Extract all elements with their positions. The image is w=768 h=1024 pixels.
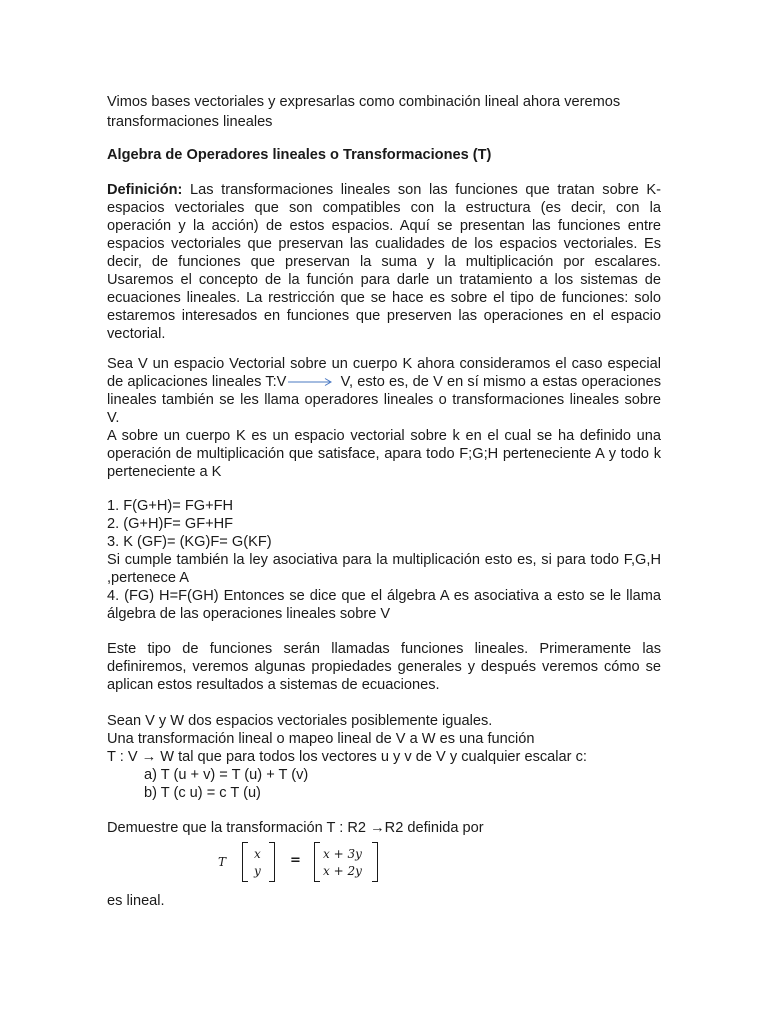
- associative-note: Si cumple también la ley asociativa para la multiplicación esto es, si para todo F,G,H ,pertenece A: [107, 552, 661, 586]
- sea-text-1: Sea V un espacio Vectorial sobre un cuerpo K ahora consideramos el caso especial de aplicaciones lineales T:V: [107, 356, 661, 390]
- sea-paragraph: [107, 355, 661, 481]
- property-2: 2. (G+H)F= GF+HF: [107, 516, 234, 532]
- sean-paragraph: [107, 712, 661, 802]
- equals-sign: =: [290, 853, 301, 868]
- sean-line-1: Sean V y W dos espacios vectoriales posiblemente iguales.: [107, 713, 493, 729]
- sea-text-2: V, esto es, de V en sí mismo a estas operaciones lineales también se les llama operadores lineales o transformaciones lineales sobre V.: [107, 374, 661, 426]
- output-vector: [314, 842, 378, 882]
- property-4: 4. (FG) H=F(GH) Entonces se dice que el álgebra A es asociativa a esto se le llama álgebra de las operaciones lineales sobre V: [107, 588, 661, 622]
- condition-a: a) T (u + v) = T (u) + T (v): [144, 767, 309, 783]
- right-bracket: [269, 842, 275, 882]
- sean-line-3: T : V → W tal que para todos los vectores u y v de V y cualquier escalar c:: [107, 749, 587, 765]
- input-vector: [242, 842, 275, 882]
- right-bracket: [372, 842, 378, 882]
- left-bracket: [242, 842, 248, 882]
- este-paragraph: [107, 640, 661, 694]
- vector-entry: y: [254, 864, 261, 878]
- intro-paragraph: [107, 92, 667, 132]
- properties-list: [107, 497, 661, 623]
- este-text: Este tipo de funciones serán llamadas funciones lineales. Primeramente las definiremos, veremos algunas propiedades generales y después veremos cómo se aplican estos resultados a sistemas de ecuaciones.: [107, 641, 661, 693]
- vector-entry: x + 3y: [323, 847, 362, 861]
- property-3: 3. K (GF)= (KG)F= G(KF): [107, 534, 272, 550]
- demuestre-text: Demuestre que la transformación T : R2 →R2 definida por: [107, 820, 484, 836]
- section-heading: Algebra de Operadores lineales o Transformaciones (T): [107, 147, 492, 163]
- definition-label: Definición:: [107, 182, 183, 198]
- vector-entry: x + 2y: [323, 864, 362, 878]
- vector-entry: x: [254, 847, 261, 861]
- algebra-text: A sobre un cuerpo K es un espacio vectorial sobre k en el cual se ha definido una operación de multiplicación que satisface, apara todo F;G;H perteneciente A y todo k perteneciente a K: [107, 428, 661, 480]
- transform-symbol: T: [218, 855, 227, 869]
- es-lineal-text: es lineal.: [107, 893, 165, 909]
- definition-paragraph: [107, 181, 661, 343]
- intro-line-2: transformaciones lineales: [107, 114, 273, 130]
- intro-line-1: Vimos bases vectoriales y expresarlas como combinación lineal ahora veremos: [107, 94, 621, 110]
- property-1: 1. F(G+H)= FG+FH: [107, 498, 234, 514]
- definition-text: Las transformaciones lineales son las funciones que tratan sobre K-espacios vectoriales que son compatibles con la estructura (es decir, con la operación y la acción) de estos espacios. Aquí se presentan las funciones entre espacios vectoriales que preservan las cualidades de los espacios vectoriales. Es decir, de funciones que preservan la suma y la multiplicación por escalares. Usaremos el concepto de la función para darle un tratamiento a los sistemas de ecuaciones lineales. La restricción que se hace es sobre el tipo de funciones: solo estaremos interesados en funciones que preserven las operaciones en el espacio vectorial.: [107, 182, 661, 342]
- condition-b: b) T (c u) = c T (u): [144, 785, 261, 801]
- demuestre-paragraph: [107, 819, 661, 837]
- sean-line-2: Una transformación lineal o mapeo lineal de V a W es una función: [107, 731, 535, 747]
- conclusion-paragraph: [107, 892, 661, 910]
- left-bracket: [314, 842, 320, 882]
- mapping-arrow-icon: [288, 377, 334, 387]
